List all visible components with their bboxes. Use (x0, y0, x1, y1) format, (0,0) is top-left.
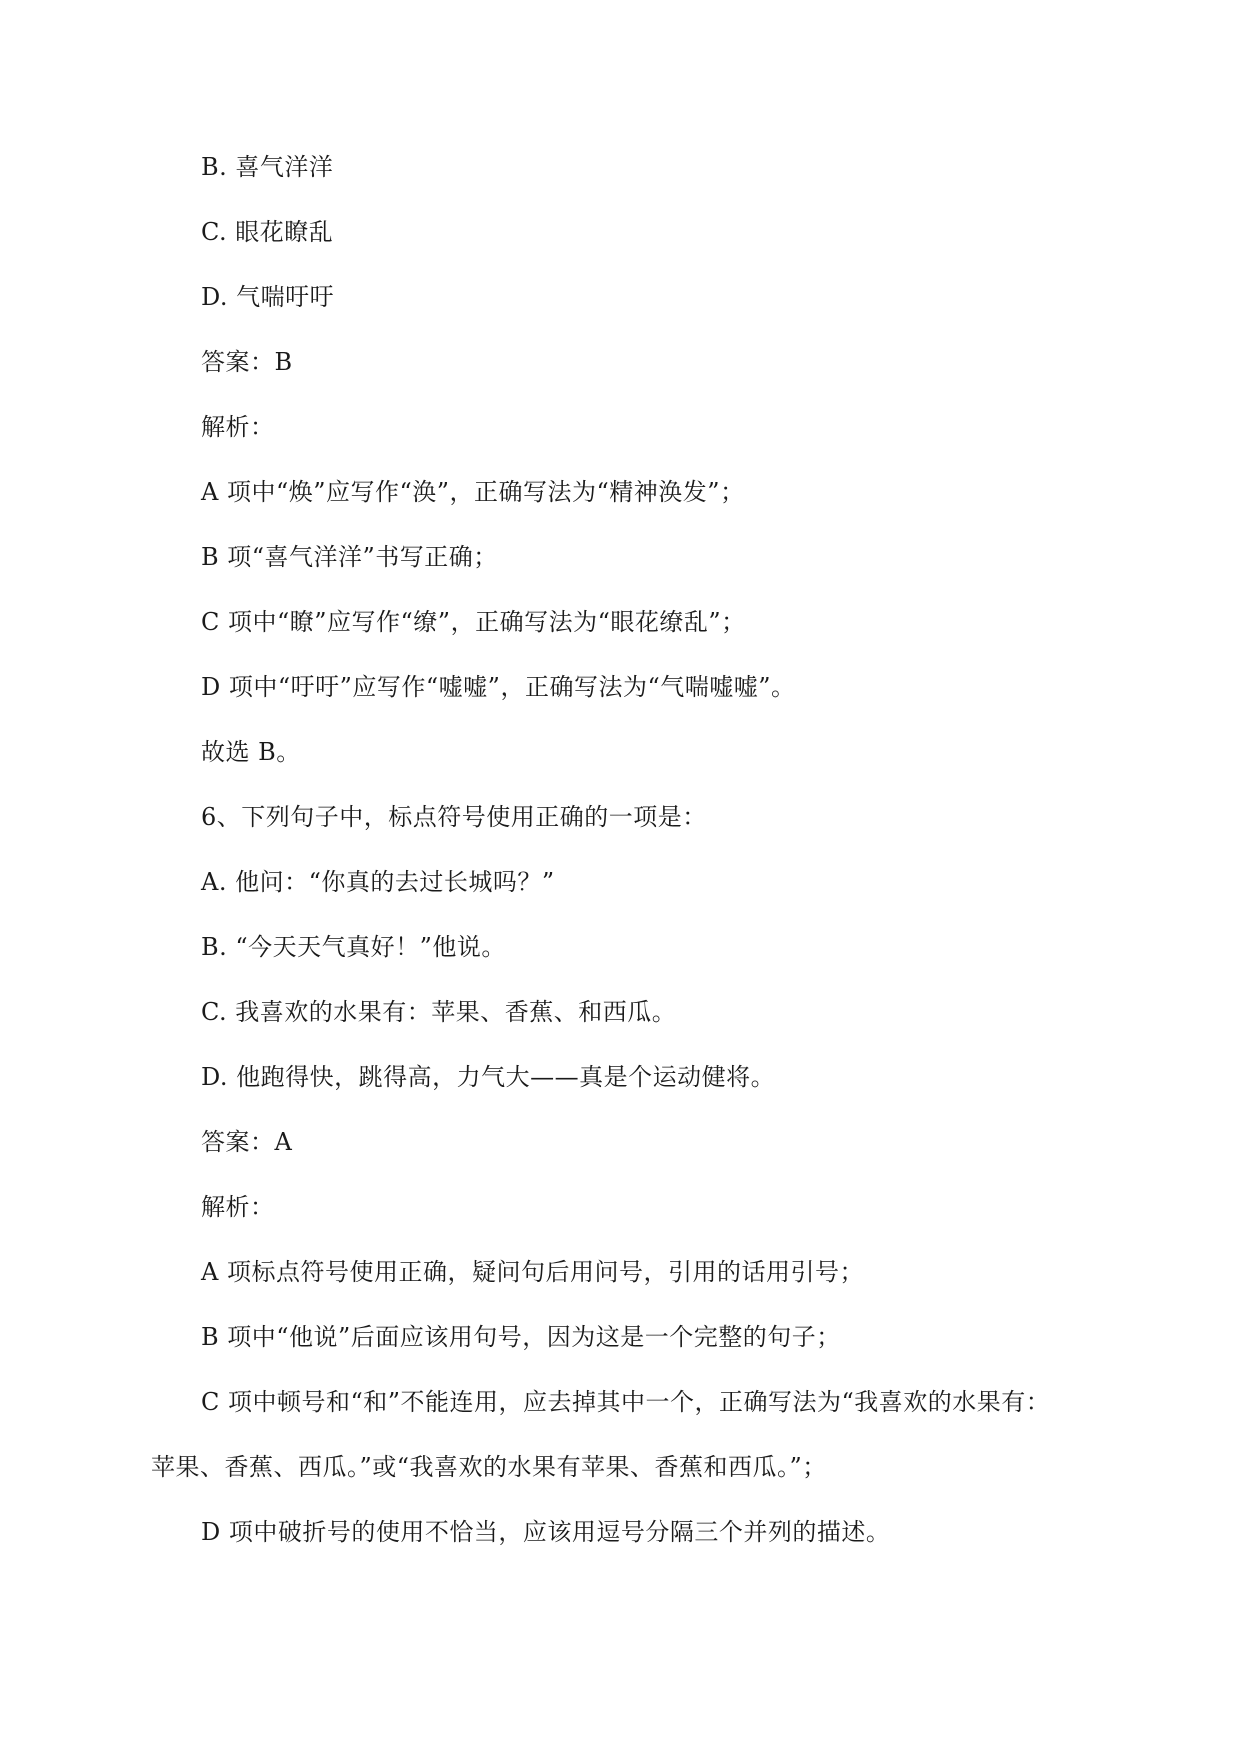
q6-option-d: D. 他跑得快，跳得高，力气大——真是个运动健将。 (201, 1063, 776, 1091)
q6-answer-line: 答案：A (201, 1128, 293, 1156)
answer-line: 答案：B (201, 348, 293, 376)
q6-analysis-heading: 解析： (201, 1193, 275, 1221)
q6-analysis-a-line: A 项标点符号使用正确，疑问句后用问号，引用的话用引号； (201, 1258, 864, 1286)
analysis-c-line: C 项中“瞭”应写作“缭”，正确写法为“眼花缭乱”； (201, 608, 746, 636)
q6-option-c: C. 我喜欢的水果有：苹果、香蕉、和西瓜。 (201, 998, 677, 1026)
conclusion-line: 故选 B。 (201, 738, 301, 766)
option-b-line: B. 喜气洋洋 (201, 153, 334, 181)
analysis-b-line: B 项“喜气洋洋”书写正确； (201, 543, 498, 571)
analysis-d-line: D 项中“吁吁”应写作“嘘嘘”，正确写法为“气喘嘘嘘”。 (201, 673, 796, 701)
q6-analysis-b-line: B 项中“他说”后面应该用句号，因为这是一个完整的句子； (201, 1323, 841, 1351)
analysis-a-line: A 项中“焕”应写作“涣”，正确写法为“精神涣发”； (201, 478, 745, 506)
question-6-stem: 6、下列句子中，标点符号使用正确的一项是： (201, 803, 707, 831)
option-c-line: C. 眼花瞭乱 (201, 218, 334, 246)
q6-analysis-c-line: C 项中顿号和“和”不能连用，应去掉其中一个，正确写法为“我喜欢的水果有： (201, 1388, 1051, 1416)
analysis-heading: 解析： (201, 413, 275, 441)
q6-analysis-d-line: D 项中破折号的使用不恰当，应该用逗号分隔三个并列的描述。 (201, 1518, 891, 1546)
q6-analysis-c-continuation: 苹果、香蕉、西瓜。”或“我喜欢的水果有苹果、香蕉和西瓜。”； (151, 1453, 827, 1481)
option-d-line: D. 气喘吁吁 (201, 283, 335, 311)
q6-option-a: A. 他问：“你真的去过长城吗？” (201, 868, 555, 896)
q6-option-b: B. “今天天气真好！”他说。 (201, 933, 506, 961)
